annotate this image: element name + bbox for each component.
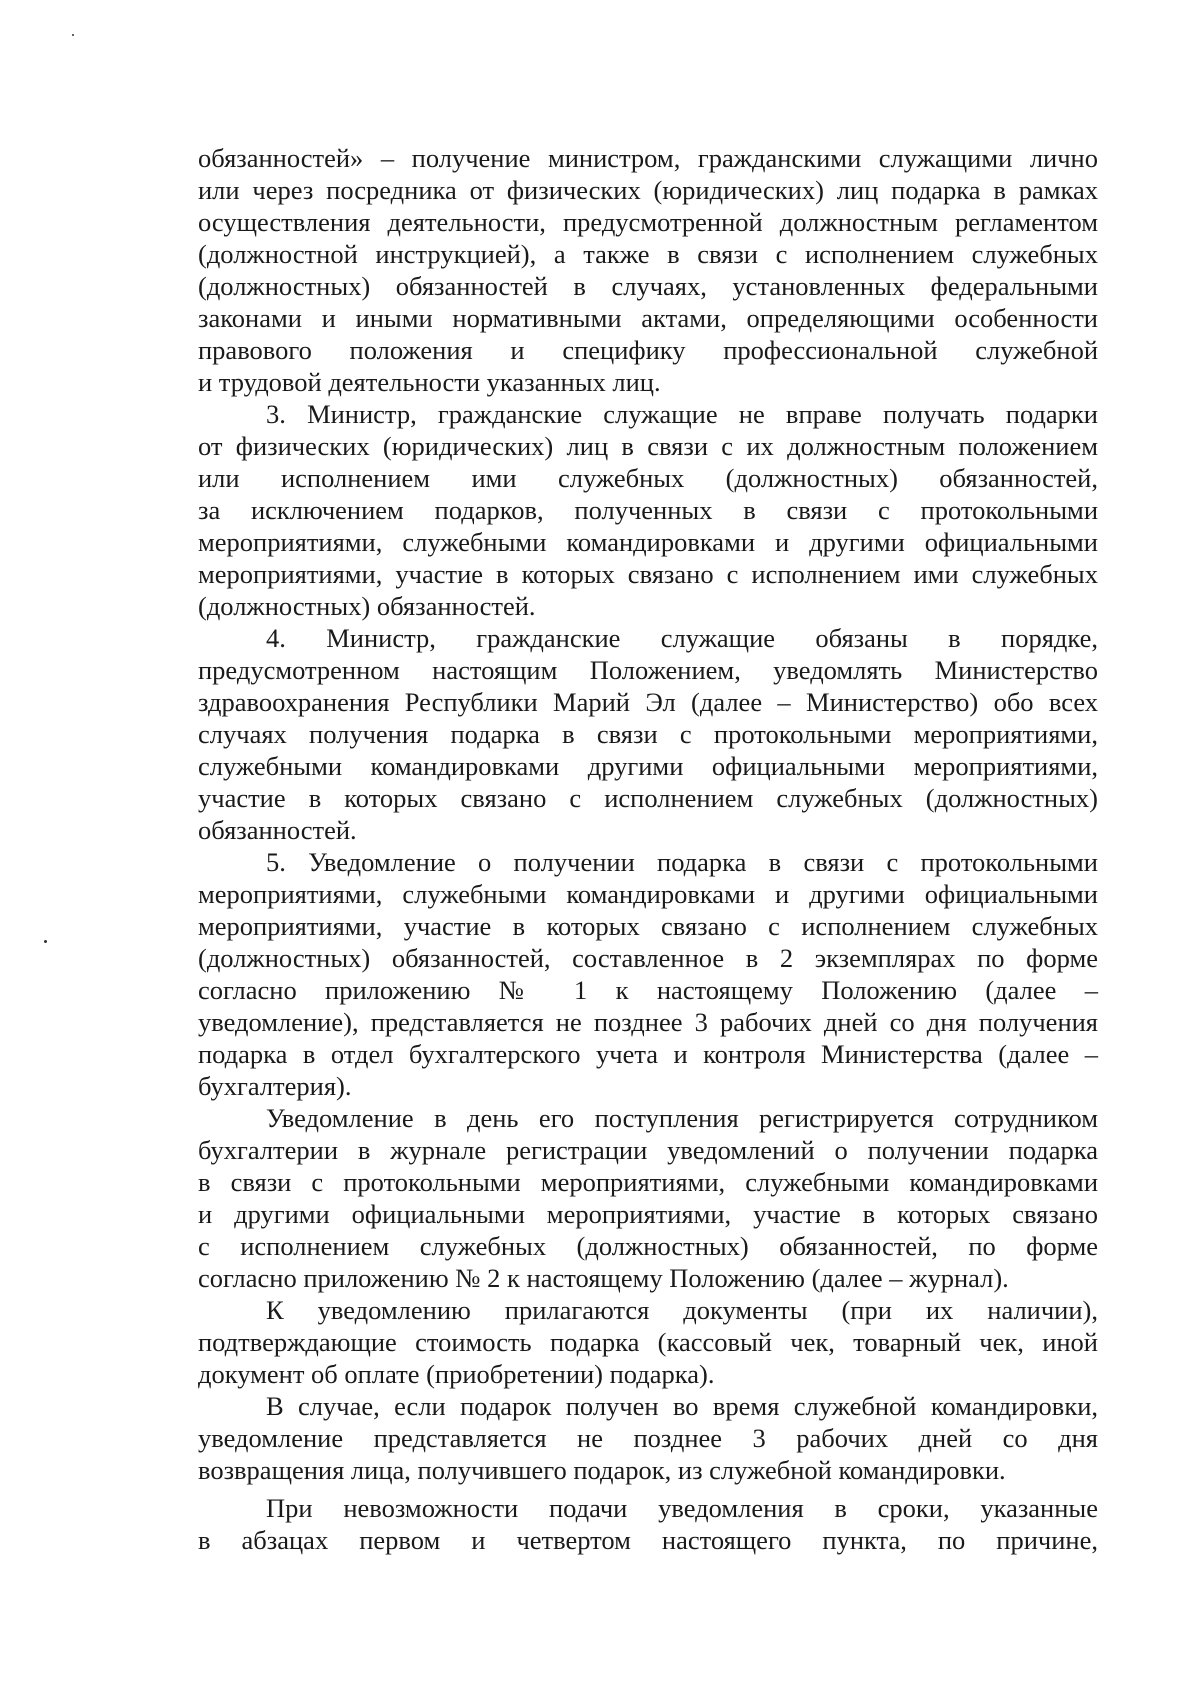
text-line: с исполнением служебных (должностных) обязанностей, по форме xyxy=(198,1231,1098,1261)
text-line: (должностной инструкцией), а также в связи с исполнением служебных xyxy=(198,239,1098,269)
text-line: мероприятиями, участие в которых связано с исполнением ими служебных xyxy=(198,559,1098,589)
text-line: осуществления деятельности, предусмотренной должностным регламентом xyxy=(198,207,1098,237)
text-line: возвращения лица, получившего подарок, из служебной командировки. xyxy=(198,1455,1006,1485)
text-line: в связи с протокольными мероприятиями, служебными командировками xyxy=(198,1167,1098,1197)
text-line: предусмотренном настоящим Положением, уведомлять Министерство xyxy=(198,655,1098,685)
text-line: уведомление представляется не позднее 3 рабочих дней со дня xyxy=(198,1423,1098,1453)
text-line: мероприятиями, служебными командировками и другими официальными xyxy=(198,527,1098,557)
text-line: служебными командировками другими официальными мероприятиями, xyxy=(198,751,1098,781)
text-line: (должностных) обязанностей. xyxy=(198,591,536,621)
text-line: При невозможности подачи уведомления в сроки, указанные xyxy=(266,1493,1098,1523)
text-line: уведомление), представляется не позднее 3 рабочих дней со дня получения xyxy=(198,1007,1098,1037)
text-line: или исполнением ими служебных (должностных) обязанностей, xyxy=(198,463,1098,493)
text-line: в абзацах первом и четвертом настоящего пункта, по причине, xyxy=(198,1525,1098,1555)
text-line: 5. Уведомление о получении подарка в связи с протокольными xyxy=(266,847,1098,877)
scan-speck xyxy=(72,34,74,36)
text-line: 3. Министр, гражданские служащие не вправе получать подарки xyxy=(266,399,1098,429)
text-line: или через посредника от физических (юридических) лиц подарка в рамках xyxy=(198,175,1098,205)
text-line: мероприятиями, участие в которых связано с исполнением служебных xyxy=(198,911,1098,941)
document-body xyxy=(198,142,1098,1556)
text-line: согласно приложению № 1 к настоящему Положению (далее – xyxy=(198,975,1098,1005)
document-page xyxy=(198,142,1098,1556)
text-line: 4. Министр, гражданские служащие обязаны в порядке, xyxy=(266,623,1098,653)
text-line: бухгалтерия). xyxy=(198,1071,352,1101)
text-line: подарка в отдел бухгалтерского учета и контроля Министерства (далее – xyxy=(198,1039,1098,1069)
text-line: здравоохранения Республики Марий Эл (далее – Министерство) обо всех xyxy=(198,687,1098,717)
text-line: (должностных) обязанностей, составленное в 2 экземплярах по форме xyxy=(198,943,1098,973)
text-line: правового положения и специфику профессиональной служебной xyxy=(198,335,1098,365)
text-line: подтверждающие стоимость подарка (кассовый чек, товарный чек, иной xyxy=(198,1327,1098,1357)
text-line: К уведомлению прилагаются документы (при их наличии), xyxy=(266,1295,1098,1325)
text-line: участие в которых связано с исполнением служебных (должностных) xyxy=(198,783,1098,813)
text-line: (должностных) обязанностей в случаях, установленных федеральными xyxy=(198,271,1098,301)
text-line: от физических (юридических) лиц в связи с их должностным положением xyxy=(198,431,1098,461)
text-line: обязанностей. xyxy=(198,815,357,845)
text-line: В случае, если подарок получен во время служебной командировки, xyxy=(266,1391,1098,1421)
text-line: мероприятиями, служебными командировками и другими официальными xyxy=(198,879,1098,909)
text-line: обязанностей» – получение министром, гражданскими служащими лично xyxy=(198,143,1098,173)
text-line: бухгалтерии в журнале регистрации уведомлений о получении подарка xyxy=(198,1135,1098,1165)
scan-speck xyxy=(44,940,47,943)
text-line: и трудовой деятельности указанных лиц. xyxy=(198,367,661,397)
text-line: случаях получения подарка в связи с протокольными мероприятиями, xyxy=(198,719,1098,749)
text-line: законами и иными нормативными актами, определяющими особенности xyxy=(198,303,1098,333)
text-line: согласно приложению № 2 к настоящему Положению (далее – журнал). xyxy=(198,1263,1009,1293)
text-line: и другими официальными мероприятиями, участие в которых связано xyxy=(198,1199,1098,1229)
text-line: документ об оплате (приобретении) подарка). xyxy=(198,1359,715,1389)
text-line: Уведомление в день его поступления регистрируется сотрудником xyxy=(266,1103,1098,1133)
text-line: за исключением подарков, полученных в связи с протокольными xyxy=(198,495,1098,525)
